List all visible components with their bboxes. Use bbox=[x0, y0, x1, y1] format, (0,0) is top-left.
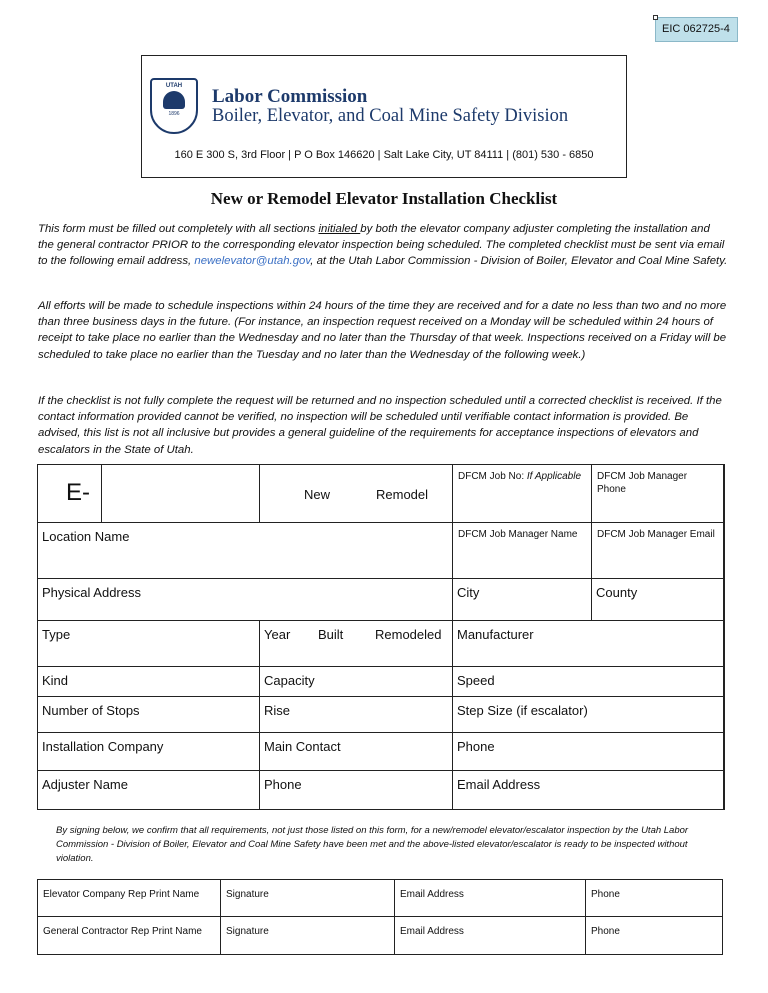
remodeled-option[interactable]: Remodeled bbox=[375, 627, 442, 642]
org-address: 160 E 300 S, 3rd Floor | P O Box 146620 | Salt Lake City, UT 84111 | (801) 530 - 6850 bbox=[174, 149, 594, 161]
kind-cell[interactable] bbox=[38, 667, 260, 697]
e-number-label-cell bbox=[38, 465, 102, 523]
elevator-rep-name-cell[interactable] bbox=[38, 880, 221, 917]
new-remodel-cell bbox=[260, 465, 453, 523]
dfcm-job-no-cell[interactable] bbox=[453, 465, 592, 523]
city-cell[interactable] bbox=[453, 579, 592, 621]
installation-info-table bbox=[37, 464, 725, 810]
if-applicable-label: If Applicable bbox=[526, 471, 582, 482]
year-label: Year bbox=[264, 627, 291, 642]
rise-label: Rise bbox=[264, 703, 291, 718]
year-cell[interactable] bbox=[260, 621, 453, 667]
email-address-label: Email Address bbox=[457, 777, 541, 792]
dfcm-job-manager-phone-label: DFCM Job Manager Phone bbox=[597, 471, 688, 495]
location-name-cell[interactable] bbox=[38, 523, 453, 579]
remodel-option[interactable]: Remodel bbox=[376, 487, 429, 502]
speed-cell[interactable] bbox=[453, 667, 724, 697]
phone-cell[interactable] bbox=[453, 733, 724, 771]
email-link[interactable]: newelevator@utah.gov bbox=[194, 255, 311, 268]
signature-table bbox=[37, 879, 723, 955]
elevator-rep-signature-cell[interactable] bbox=[221, 880, 395, 917]
intro-text: This form must be filled out completely with all sections bbox=[38, 223, 319, 235]
e-number-prefix: E- bbox=[66, 479, 90, 506]
dfcm-job-manager-email-label: DFCM Job Manager Email bbox=[597, 529, 715, 540]
intro-paragraph-1 bbox=[38, 221, 728, 270]
form-id-badge bbox=[655, 17, 738, 42]
elevator-rep-phone-cell[interactable] bbox=[586, 880, 722, 917]
dfcm-job-manager-email-cell[interactable] bbox=[592, 523, 724, 579]
gc-rep-phone-cell[interactable] bbox=[586, 917, 722, 954]
main-contact-cell[interactable] bbox=[260, 733, 453, 771]
seal-year-text: 1896 bbox=[168, 111, 180, 117]
gc-rep-email-cell[interactable] bbox=[395, 917, 586, 954]
new-option[interactable]: New bbox=[304, 487, 331, 502]
installation-company-cell[interactable] bbox=[38, 733, 260, 771]
form-id-text: EIC 062725-4 bbox=[662, 23, 730, 35]
org-name: Labor Commission bbox=[212, 86, 368, 107]
gc-rep-name-label: General Contractor Rep Print Name bbox=[43, 926, 202, 937]
rise-cell[interactable] bbox=[260, 697, 453, 733]
adjuster-name-label: Adjuster Name bbox=[42, 777, 128, 792]
capacity-cell[interactable] bbox=[260, 667, 453, 697]
intro-text: , at the Utah Labor Commission - Division of Boiler, Elevator and Coal Mine Safety. bbox=[310, 255, 728, 268]
elevator-rep-signature-label: Signature bbox=[226, 889, 269, 900]
adjuster-name-cell[interactable] bbox=[38, 771, 260, 809]
e-number-field[interactable] bbox=[102, 465, 260, 523]
dfcm-job-manager-name-cell[interactable] bbox=[453, 523, 592, 579]
signing-statement: By signing below, we confirm that all requirements, not just those listed on this form, for a new/remodel elevator/escalator inspection by the Utah Labor Commission - Division of Boiler, Elevator and Coal Mine Safety have been met and the above-listed elevator/escalator is ready to be inspected without violation. bbox=[56, 825, 689, 864]
physical-address-label: Physical Address bbox=[42, 585, 141, 600]
location-name-label: Location Name bbox=[42, 529, 130, 544]
dfcm-job-manager-phone-cell[interactable] bbox=[592, 465, 724, 523]
number-of-stops-cell[interactable] bbox=[38, 697, 260, 733]
number-of-stops-label: Number of Stops bbox=[42, 703, 140, 718]
initialed-text: initialed bbox=[318, 223, 361, 235]
step-size-label: Step Size (if escalator) bbox=[457, 703, 588, 718]
document-title: New or Remodel Elevator Installation Checklist bbox=[210, 189, 558, 208]
intro-paragraph-3: If the checklist is not fully complete the request will be returned and no inspection scheduled until a corrected checklist is received. If the contact information provided cannot be verified, no inspection will be scheduled until verifiable contact information is provided. Be advised, this list is not all inclusive but provides a general guideline of the requirements for acceptance inspections of elevators and escalators in the State of Utah. bbox=[38, 395, 722, 456]
gc-rep-signature-label: Signature bbox=[226, 926, 269, 937]
intro-text: by both the elevator company adjuster completing the installation and the general contractor PRIOR to the corresponding elevator inspection being scheduled. The completed checklist must be sent via email to the following email address, bbox=[38, 223, 725, 268]
beehive-icon bbox=[163, 91, 185, 109]
seal-top-text: UTAH bbox=[165, 83, 183, 89]
type-label: Type bbox=[42, 627, 71, 642]
type-cell[interactable] bbox=[38, 621, 260, 667]
city-label: City bbox=[457, 585, 480, 600]
built-option[interactable]: Built bbox=[318, 627, 344, 642]
speed-label: Speed bbox=[457, 673, 495, 688]
kind-label: Kind bbox=[42, 673, 69, 688]
phone-label: Phone bbox=[457, 739, 495, 754]
county-label: County bbox=[596, 585, 638, 600]
elevator-rep-name-label: Elevator Company Rep Print Name bbox=[43, 889, 200, 900]
org-division: Boiler, Elevator, and Coal Mine Safety Division bbox=[212, 106, 569, 126]
dfcm-job-no-label: DFCM Job No: bbox=[458, 471, 527, 482]
adjuster-phone-cell[interactable] bbox=[260, 771, 453, 809]
gc-rep-email-label: Email Address bbox=[400, 926, 464, 937]
step-size-cell[interactable] bbox=[453, 697, 724, 733]
elevator-rep-phone-label: Phone bbox=[591, 889, 620, 900]
adjuster-phone-label: Phone bbox=[264, 777, 302, 792]
installation-company-label: Installation Company bbox=[42, 739, 164, 754]
manufacturer-cell[interactable] bbox=[453, 621, 724, 667]
manufacturer-label: Manufacturer bbox=[457, 627, 534, 642]
gc-rep-phone-label: Phone bbox=[591, 926, 620, 937]
capacity-label: Capacity bbox=[264, 673, 315, 688]
utah-seal-logo bbox=[150, 78, 198, 134]
gc-rep-signature-cell[interactable] bbox=[221, 917, 395, 954]
gc-rep-name-cell[interactable] bbox=[38, 917, 221, 954]
elevator-rep-email-cell[interactable] bbox=[395, 880, 586, 917]
elevator-rep-email-label: Email Address bbox=[400, 889, 464, 900]
intro-paragraph-2: All efforts will be made to schedule inspections within 24 hours of the time they are received and for a date no less than two and no more than three business days in the future. (For instance, an inspection request received on a Monday will be scheduled within 24 hours of receipt to take place no earlier than the Wednesday and no later than the Thursday of that week. Inspections received on a Friday will be scheduled to take place no earlier than the Tuesday and no later than the Wednesday of the following week.) bbox=[38, 300, 727, 361]
main-contact-label: Main Contact bbox=[264, 739, 341, 754]
email-address-cell[interactable] bbox=[453, 771, 724, 809]
county-cell[interactable] bbox=[592, 579, 724, 621]
selection-handle bbox=[653, 15, 658, 20]
physical-address-cell[interactable] bbox=[38, 579, 453, 621]
dfcm-job-manager-name-label: DFCM Job Manager Name bbox=[458, 529, 578, 540]
